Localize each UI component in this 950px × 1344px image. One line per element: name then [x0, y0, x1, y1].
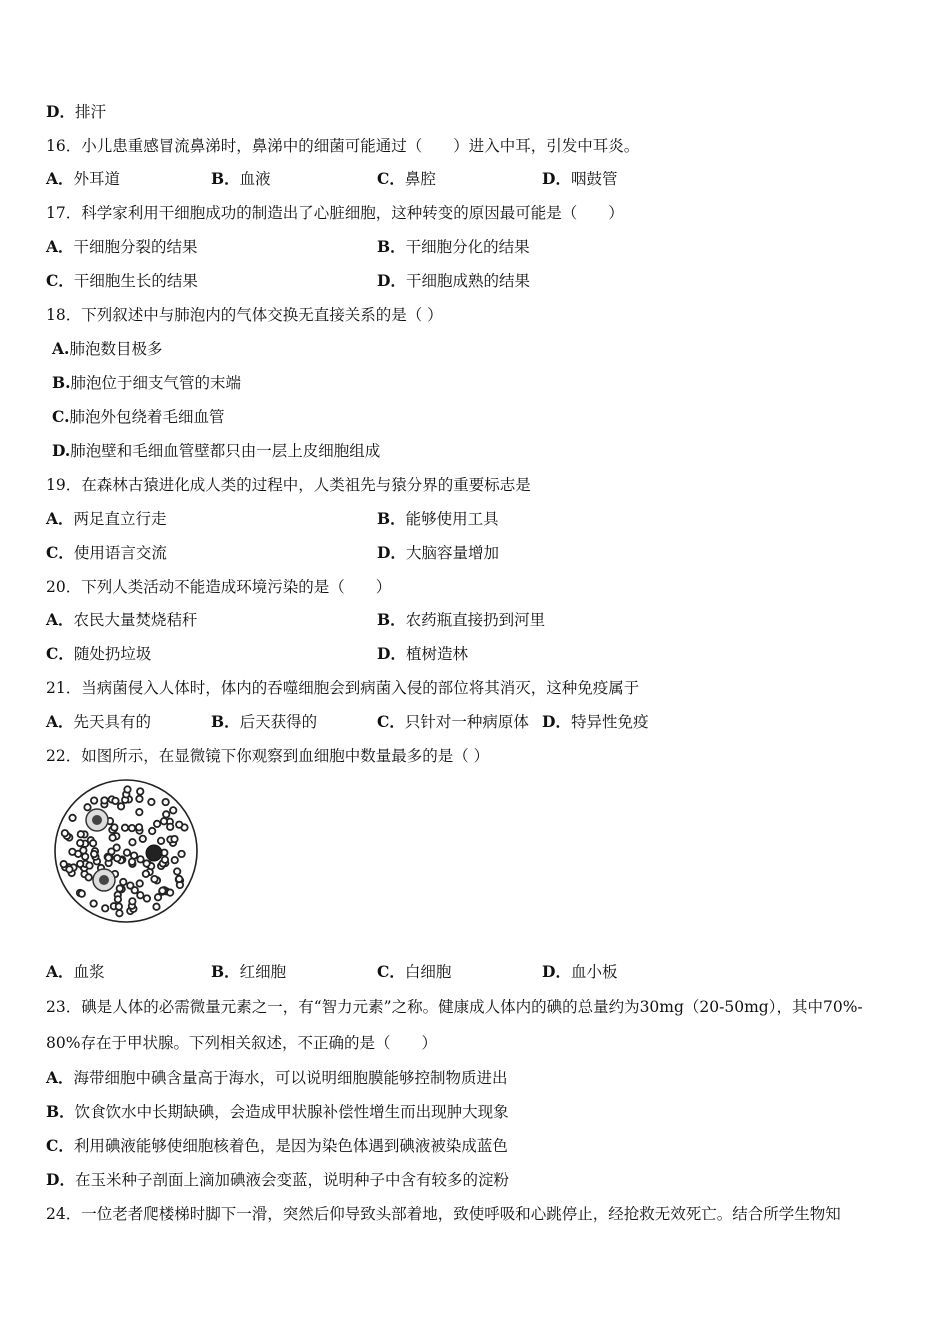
option-label: B．	[211, 169, 240, 188]
red-blood-cell-icon	[158, 838, 164, 844]
option-text: 肺泡外包绕着毛细血管	[69, 408, 225, 426]
red-blood-cell-icon	[124, 849, 130, 855]
red-blood-cell-icon	[144, 895, 150, 901]
red-blood-cell-icon	[174, 868, 180, 874]
option-label: B．	[377, 610, 406, 629]
red-blood-cell-icon	[90, 840, 96, 846]
answer-option	[46, 610, 198, 630]
option-text: 白细胞	[404, 963, 452, 981]
red-blood-cell-icon	[60, 861, 66, 867]
red-blood-cell-icon	[91, 851, 97, 857]
answer-option	[211, 712, 317, 732]
answer-option	[377, 543, 499, 563]
red-blood-cell-icon	[137, 892, 143, 898]
red-blood-cell-icon	[148, 799, 154, 805]
option-label: A．	[46, 712, 74, 731]
option-label: A．	[46, 169, 74, 188]
option-label: D．	[46, 1170, 75, 1189]
answer-option	[377, 509, 499, 529]
question-text: 16．小儿患重感冒流鼻涕时，鼻涕中的细菌可能通过（ ）进入中耳，引发中耳炎。	[46, 137, 640, 155]
red-blood-cell-icon	[149, 828, 155, 834]
red-blood-cell-icon	[102, 905, 108, 911]
answer-option	[377, 169, 436, 189]
option-text: 能够使用工具	[405, 510, 499, 528]
red-blood-cell-icon	[129, 898, 135, 904]
red-blood-cell-icon	[90, 900, 96, 906]
question-text: 17．科学家利用干细胞成功的制造出了心脏细胞，这种转变的原因最可能是（ ）	[46, 204, 624, 222]
answer-option	[377, 610, 545, 630]
red-blood-cell-icon	[129, 839, 135, 845]
option-text: 使用语言交流	[73, 544, 167, 562]
red-blood-cell-icon	[114, 855, 120, 861]
red-blood-cell-icon	[171, 836, 177, 842]
question-text: 22．如图所示，在显微镜下你观察到血细胞中数量最多的是（ ）	[46, 747, 490, 765]
option-label: A.	[52, 339, 70, 358]
answer-option	[46, 712, 151, 732]
option-label: D．	[46, 102, 75, 121]
option-label: A．	[46, 1068, 74, 1087]
option-label: D．	[377, 271, 406, 290]
option-text: 先天具有的	[73, 713, 152, 731]
option-label: D．	[542, 169, 571, 188]
option-text: 农民大量焚烧秸秆	[73, 611, 198, 629]
red-blood-cell-icon	[162, 857, 168, 863]
nucleus-icon	[92, 815, 102, 825]
red-blood-cell-icon	[176, 821, 182, 827]
red-blood-cell-icon	[85, 874, 91, 880]
option-label: C．	[46, 271, 74, 290]
option-text: 利用碘液能够使细胞核着色，是因为染色体遇到碘液被染成蓝色	[73, 1137, 508, 1155]
answer-option	[542, 169, 617, 189]
answer-option	[52, 339, 162, 359]
red-blood-cell-icon	[131, 852, 137, 858]
answer-option	[46, 271, 198, 291]
blood-smear-micrograph	[52, 778, 200, 924]
option-label: A．	[46, 962, 74, 981]
option-label: C.	[52, 407, 70, 426]
red-blood-cell-icon	[163, 811, 169, 817]
answer-option	[46, 1136, 508, 1156]
red-blood-cell-icon	[118, 803, 124, 809]
red-blood-cell-icon	[161, 818, 167, 824]
option-label: D．	[542, 962, 571, 981]
white-blood-cell-icon	[146, 845, 162, 861]
option-label: C．	[377, 712, 405, 731]
option-label: B.	[52, 373, 71, 392]
red-blood-cell-icon	[151, 876, 157, 882]
red-blood-cell-icon	[127, 882, 133, 888]
option-text: 特异性免疫	[570, 713, 649, 731]
answer-option	[46, 644, 151, 664]
option-text: 植树造林	[405, 645, 468, 663]
answer-option	[377, 962, 451, 982]
nucleus-icon	[99, 875, 109, 885]
red-blood-cell-icon	[112, 798, 118, 804]
option-text: 血小板	[570, 963, 618, 981]
option-label: D．	[377, 543, 406, 562]
option-label: A．	[46, 610, 74, 629]
option-text: 农药瓶直接扔到河里	[405, 611, 546, 629]
option-text: 血液	[239, 170, 271, 188]
option-text: 肺泡位于细支气管的末端	[70, 374, 242, 392]
answer-option	[211, 169, 271, 189]
red-blood-cell-icon	[137, 880, 143, 886]
option-text: 干细胞分化的结果	[405, 238, 530, 256]
red-blood-cell-icon	[84, 804, 90, 810]
answer-option	[377, 237, 530, 257]
option-label: B．	[377, 237, 406, 256]
option-text: 只针对一种病原体	[404, 713, 529, 731]
red-blood-cell-icon	[77, 840, 83, 846]
answer-option	[46, 1068, 508, 1088]
option-label: D．	[542, 712, 571, 731]
question-text: 20．下列人类活动不能造成环境污染的是（ ）	[46, 578, 392, 596]
option-label: A．	[46, 237, 74, 256]
answer-option	[46, 237, 198, 257]
red-blood-cell-icon	[136, 796, 142, 802]
option-text: 在玉米种子剖面上滴加碘液会变蓝，说明种子中含有较多的淀粉	[74, 1171, 509, 1189]
option-label: B．	[211, 712, 240, 731]
option-label: C．	[46, 1136, 74, 1155]
red-blood-cell-icon	[105, 855, 111, 861]
red-blood-cell-icon	[62, 830, 68, 836]
red-blood-cell-icon	[69, 849, 75, 855]
red-blood-cell-icon	[162, 799, 168, 805]
option-label: D．	[377, 644, 406, 663]
option-label: C．	[46, 644, 74, 663]
red-blood-cell-icon	[115, 896, 121, 902]
option-text: 两足直立行走	[73, 510, 167, 528]
question-text: 80%存在于甲状腺。下列相关叙述，不正确的是（ ）	[46, 1034, 437, 1052]
red-blood-cell-icon	[172, 857, 178, 863]
option-text: 后天获得的	[239, 713, 318, 731]
answer-option	[46, 509, 167, 529]
question-text: 19．在森林古猿进化成人类的过程中，人类祖先与猿分界的重要标志是	[46, 476, 531, 494]
option-text: 干细胞分裂的结果	[73, 238, 198, 256]
red-blood-cell-icon	[69, 815, 75, 821]
option-label: B．	[377, 509, 406, 528]
red-blood-cell-icon	[111, 824, 117, 830]
red-blood-cell-icon	[77, 861, 83, 867]
red-blood-cell-icon	[159, 888, 165, 894]
answer-option	[46, 169, 120, 189]
red-blood-cell-icon	[153, 904, 159, 910]
red-blood-cell-icon	[78, 831, 84, 837]
red-blood-cell-icon	[86, 862, 92, 868]
option-text: 海带细胞中碘含量高于海水，可以说明细胞膜能够控制物质进出	[73, 1069, 508, 1087]
option-text: 肺泡壁和毛细血管壁都只由一层上皮细胞组成	[70, 442, 381, 460]
option-text: 随处扔垃圾	[73, 645, 152, 663]
red-blood-cell-icon	[167, 824, 173, 830]
red-blood-cell-icon	[101, 797, 107, 803]
red-blood-cell-icon	[109, 835, 115, 841]
option-label: B．	[46, 1102, 75, 1121]
red-blood-cell-icon	[91, 797, 97, 803]
red-blood-cell-icon	[66, 866, 72, 872]
option-label: C．	[377, 962, 405, 981]
answer-option	[46, 102, 106, 122]
option-text: 红细胞	[239, 963, 287, 981]
answer-option	[542, 962, 617, 982]
option-text: 干细胞成熟的结果	[405, 272, 530, 290]
answer-option	[46, 1102, 509, 1122]
option-text: 饮食饮水中长期缺碘，会造成甲状腺补偿性增生而出现肿大现象	[74, 1103, 509, 1121]
question-text: 24．一位老者爬楼梯时脚下一滑，突然后仰导致头部着地，致使呼吸和心跳停止，经抢救无效死亡。结合所学生物知	[46, 1205, 841, 1223]
answer-option	[52, 373, 241, 393]
red-blood-cell-icon	[116, 910, 122, 916]
option-text: 鼻腔	[404, 170, 436, 188]
answer-option	[46, 962, 105, 982]
red-blood-cell-icon	[143, 871, 149, 877]
option-text: 肺泡数目极多	[69, 340, 163, 358]
answer-option	[52, 407, 224, 427]
option-text: 血浆	[73, 963, 105, 981]
option-text: 排汗	[74, 103, 106, 121]
answer-option	[377, 712, 529, 732]
red-blood-cell-icon	[136, 824, 142, 830]
red-blood-cell-icon	[136, 809, 142, 815]
option-label: C．	[377, 169, 405, 188]
option-text: 大脑容量增加	[405, 544, 499, 562]
red-blood-cell-icon	[120, 879, 126, 885]
red-blood-cell-icon	[176, 876, 182, 882]
answer-option	[46, 543, 167, 563]
red-blood-cell-icon	[116, 903, 122, 909]
red-blood-cell-icon	[79, 890, 85, 896]
answer-option	[46, 1170, 509, 1190]
answer-option	[377, 271, 530, 291]
red-blood-cell-icon	[170, 807, 176, 813]
red-blood-cell-icon	[137, 856, 143, 862]
red-blood-cell-icon	[80, 847, 86, 853]
option-text: 干细胞生长的结果	[73, 272, 198, 290]
red-blood-cell-icon	[178, 851, 184, 857]
red-blood-cell-icon	[117, 885, 123, 891]
answer-option	[542, 712, 648, 732]
red-blood-cell-icon	[143, 860, 149, 866]
red-blood-cell-icon	[137, 788, 143, 794]
answer-option	[52, 441, 380, 461]
red-blood-cell-icon	[124, 786, 130, 792]
red-blood-cell-icon	[129, 825, 135, 831]
question-text: 23．碘是人体的必需微量元素之一，有“智力元素”之称。健康成人体内的碘的总量约为30mg（20-50mg），其中70%-	[46, 998, 863, 1016]
answer-option	[377, 644, 468, 664]
red-blood-cell-icon	[154, 821, 160, 827]
red-blood-cell-icon	[122, 825, 128, 831]
option-label: B．	[211, 962, 240, 981]
option-label: A．	[46, 509, 74, 528]
red-blood-cell-icon	[140, 836, 146, 842]
question-text: 18．下列叙述中与肺泡内的气体交换无直接关系的是（ ）	[46, 306, 443, 324]
answer-option	[211, 962, 286, 982]
option-text: 外耳道	[73, 170, 121, 188]
option-text: 咽鼓管	[570, 170, 618, 188]
option-label: C．	[46, 543, 74, 562]
question-text: 21．当病菌侵入人体时，体内的吞噬细胞会到病菌入侵的部位将其消灭，这种免疫属于	[46, 679, 640, 697]
option-label: D.	[52, 441, 71, 460]
